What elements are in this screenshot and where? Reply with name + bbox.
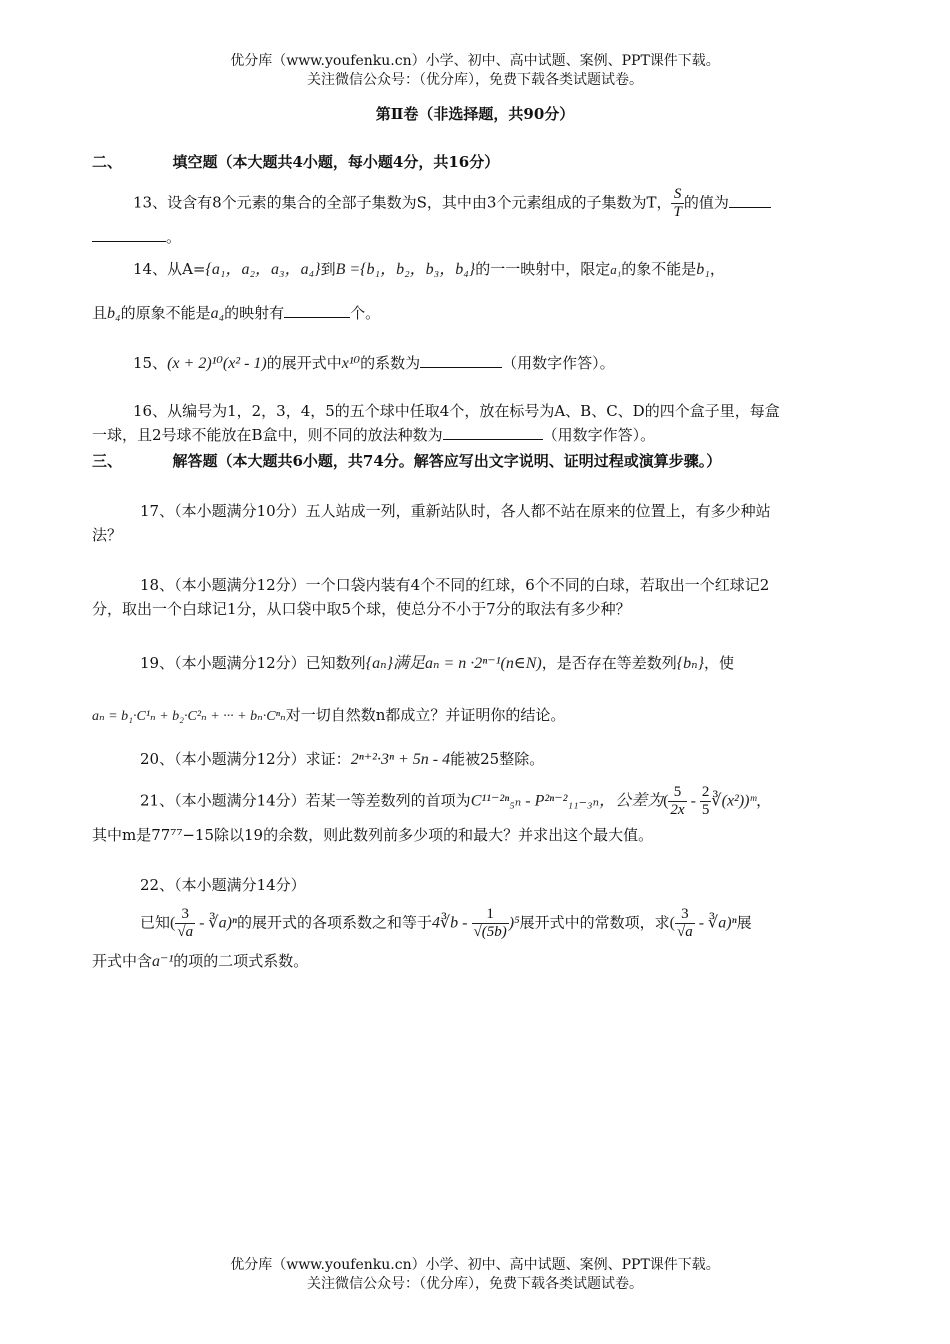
q22-f3-den: √a	[676, 924, 693, 940]
question-19	[140, 652, 860, 675]
q14-b4: b₄	[107, 305, 121, 322]
question-20	[140, 748, 860, 771]
q13-frac-num: S	[671, 186, 683, 204]
question-22	[140, 906, 860, 941]
question-21	[140, 784, 860, 819]
question-17-line-2: 法？	[92, 526, 123, 544]
q21-fraction-2	[700, 784, 712, 819]
q13-blank-2	[92, 227, 166, 242]
question-13-line-2	[92, 226, 860, 248]
q16-line2-end: （用数字作答）。	[542, 426, 656, 444]
q13-text: 13、设含有8个元素的集合的全部子集数为S，其中由3个元素组成的子集数为T，	[133, 193, 672, 212]
q21-paren-open: (	[663, 792, 669, 810]
header-line-2: 关注微信公众号：（优分库），免费下载各类试题试卷。	[307, 72, 643, 88]
section-2-number: 二、	[92, 153, 123, 171]
q15-tail: 的系数为	[360, 354, 421, 372]
q21-expression: C¹¹⁻²ⁿ₅ₙ - P²ⁿ⁻²₁₁₋₃ₙ，公差为	[470, 792, 664, 810]
question-18-line-1: 18、（本小题满分12分）一个口袋内装有4个不同的红球，6个不同的白球，若取出一个红球记2	[140, 576, 770, 594]
q15-mid: 的展开式中	[266, 354, 342, 372]
q22-expr-2-post: )⁵	[508, 914, 520, 932]
q14-mid2: 的象不能是	[621, 260, 697, 278]
header-line-1: 优分库（www.youfenku.cn）小学、初中、高中试题、案例、PPT课件下载。	[230, 53, 720, 69]
q15-end: （用数字作答）。	[502, 354, 615, 372]
question-22-line-2	[92, 950, 860, 973]
q21-f2-num: 2	[701, 784, 710, 800]
q19-sequence: {aₙ}满足aₙ = n ·2ⁿ⁻¹(n∈N)	[365, 655, 542, 672]
question-18-line-2: 分，取出一个白球记1分，从口袋中取5个球，使总分不小于7分的取法有多少种？	[92, 600, 631, 618]
q13-tail: 的值为	[683, 193, 729, 212]
q22-expr-1-rest: - ∛a)ⁿ	[195, 914, 237, 932]
question-16-line-2	[92, 424, 860, 446]
question-21-line-2: 其中m是77⁷⁷−15除以19的余数，则此数列前多少项的和最大？并求出这个最大值。	[92, 826, 654, 844]
q20-expression: 2ⁿ⁺²·3ⁿ + 5n - 4	[350, 751, 451, 768]
question-22-heading: 22、（本小题满分14分）	[140, 876, 306, 894]
q22-f2-num: 1	[472, 906, 509, 924]
q21-minus: -	[686, 792, 700, 810]
q14-blank	[284, 303, 350, 318]
q14-a1: a₁	[610, 262, 622, 277]
q22-line2-start: 开式中含	[92, 952, 153, 970]
q14-b1: b₁	[696, 261, 710, 278]
q15-expression: (x + 2)¹⁰(x² - 1)	[167, 355, 267, 372]
volume-title: 第Ⅱ卷（非选择题，共90分）	[375, 105, 575, 123]
q22-mid2: 展开式中的常数项，求	[519, 913, 670, 932]
q14-line2-mid: 的原象不能是	[120, 304, 211, 322]
q19-line2-text: 对一切自然数n都成立？并证明你的结论。	[285, 706, 566, 724]
q21-f1-den: 2x	[670, 802, 685, 818]
q22-fraction-1	[175, 906, 195, 941]
section-3-heading	[92, 450, 860, 472]
q22-start: 已知	[140, 913, 171, 932]
q16-blank	[443, 425, 543, 440]
q13-fraction	[671, 186, 683, 221]
q21-fraction-1	[668, 784, 686, 819]
question-13	[133, 186, 860, 221]
q22-paren-3: (	[669, 914, 675, 932]
q21-f1-num: 5	[668, 784, 686, 802]
q14-line2-start: 且	[92, 304, 108, 322]
q22-f1-den: √a	[177, 924, 194, 940]
q19-sequence-b: {bₙ}	[676, 655, 705, 672]
q19-formula: aₙ = b₁·C¹ₙ + b₂·C²ₙ + ··· + bₙ·Cⁿₙ	[92, 709, 286, 724]
q19-start: 19、（本小题满分12分）已知数列	[140, 654, 366, 672]
section-2-heading	[92, 151, 860, 173]
q22-term: a⁻¹	[152, 953, 174, 970]
q15-term: x¹⁰	[341, 355, 361, 372]
q14-mid: 的一一映射中，限定	[475, 260, 611, 278]
q19-end: ，使	[704, 654, 735, 672]
q14-line2-tail: 的映射有	[224, 304, 285, 322]
question-15	[133, 352, 860, 375]
q14-line2-end: 个。	[350, 304, 381, 322]
q15-blank	[420, 353, 502, 368]
q22-paren-1: (	[170, 914, 176, 932]
question-16-line-1: 16、从编号为1，2，3，4，5的五个球中任取4个，放在标号为A、B、C、D的四个盒子里，每盒	[133, 402, 780, 420]
q14-to: 到	[320, 260, 336, 278]
section-2-title: 填空题（本大题共4小题，每小题4分，共16分）	[172, 153, 500, 171]
q21-root: ∛(x²)	[711, 792, 745, 810]
q13-frac-den: T	[673, 204, 682, 220]
q16-line2-start: 一球，且2号球不能放在B盒中，则不同的放法种数为	[92, 426, 443, 444]
q22-f2-den: √(5b)	[473, 924, 507, 940]
q15-start: 15、	[133, 354, 168, 372]
question-14	[133, 258, 860, 281]
q20-start: 20、（本小题满分12分）求证：	[140, 750, 351, 768]
q21-paren-close: )ᵐ	[744, 792, 757, 810]
question-17-line-1: 17、（本小题满分10分）五人站成一列，重新站队时，各人都不站在原来的位置上，有多少种站	[140, 502, 771, 520]
q21-start: 21、（本小题满分14分）若某一等差数列的首项为	[140, 791, 471, 810]
section-3-title: 解答题（本大题共6小题，共74分。解答应写出文字说明、证明过程或演算步骤。）	[172, 452, 722, 470]
q13-end: 。	[166, 228, 182, 246]
question-14-line-2	[92, 302, 860, 325]
section-3-number: 三、	[92, 452, 123, 470]
q14-set-a: {a₁，a₂，a₃，a₄}	[205, 261, 321, 278]
q20-end: 能被25整除。	[450, 750, 545, 768]
q22-f3-num: 3	[675, 906, 695, 924]
footer-line-1: 优分库（www.youfenku.cn）小学、初中、高中试题、案例、PPT课件下载。	[230, 1257, 720, 1273]
q21-f2-den: 5	[701, 802, 710, 818]
q19-mid: ，是否存在等差数列	[541, 654, 677, 672]
footer-line-2: 关注微信公众号：（优分库），免费下载各类试题试卷。	[307, 1276, 643, 1292]
q22-expr-3-rest: - ∛a)ⁿ	[694, 914, 737, 932]
q22-f1-num: 3	[175, 906, 195, 924]
question-19-line-2	[92, 704, 860, 728]
q22-expr-2-pre: 4∛b -	[431, 914, 472, 932]
q14-a4: a₄	[210, 305, 225, 322]
q22-fraction-3	[675, 906, 695, 941]
q22-line2-end: 的项的二项式系数。	[173, 952, 309, 970]
q14-set-b: B ={b₁，b₂，b₃，b₄}	[335, 261, 476, 278]
q14-comma: ，	[709, 260, 725, 278]
q22-fraction-2	[472, 906, 509, 941]
q22-mid: 的展开式的各项系数之和等于	[236, 913, 432, 932]
q22-end: 展	[736, 913, 752, 932]
q13-blank-1	[729, 193, 771, 208]
q14-start: 14、从A=	[133, 260, 206, 278]
q21-end: ，	[756, 791, 772, 810]
